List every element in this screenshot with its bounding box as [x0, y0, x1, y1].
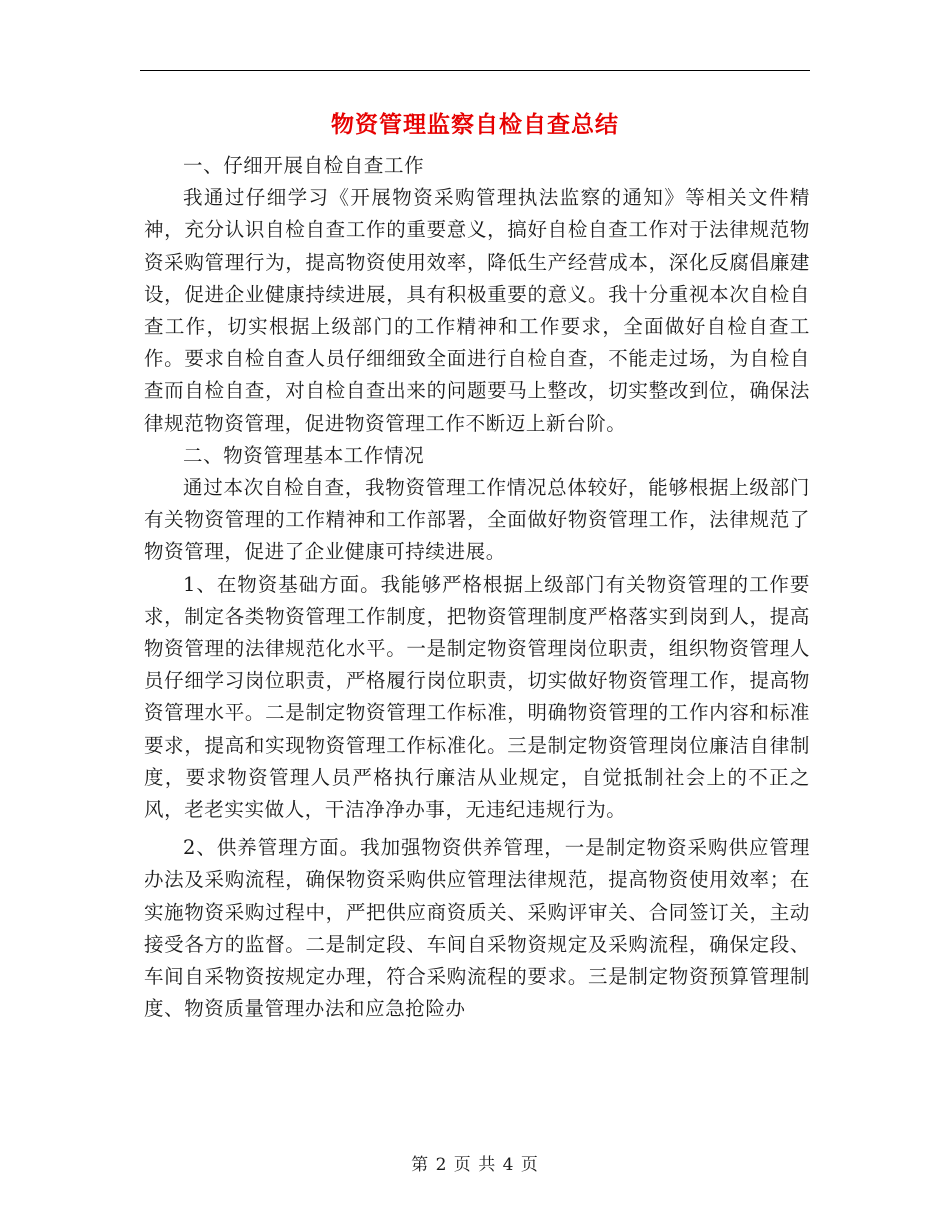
header-rule: [140, 70, 810, 71]
document-title: 物资管理监察自检自查总结: [331, 111, 619, 138]
document-body: [144, 150, 810, 1025]
paragraph-2: 通过本次自检自查，我物资管理工作情况总体较好，能够根据上级部门有关物资管理的工作精神和工作部署，全面做好物资管理工作，法律规范了物资管理，促进了企业健康可持续进展。: [144, 476, 810, 564]
section-heading-1: 一、仔细开展自检自查工作: [183, 154, 425, 177]
paragraph-4: 2、供养管理方面。我加强物资供养管理，一是制定物资采购供应管理办法及采购流程，确保物资采购供应管理法律规范，提高物资使用效率；在实施物资采购过程中，严把供应商资质关、采购评审关、合同签订关，主动接受各方的监督。二是制定段、车间自采物资规定及采购流程，确保定段、车间自采物资按规定办理，符合采购流程的要求。三是制定物资预算管理制度、物资质量管理办法和应急抢险办: [144, 836, 810, 1021]
paragraph-3: 1、在物资基础方面。我能够严格根据上级部门有关物资管理的工作要求，制定各类物资管理工作制度，把物资管理制度严格落实到岗到人，提高物资管理的法律规范化水平。一是制定物资管理岗位职责，组织物资管理人员仔细学习岗位职责，严格履行岗位职责，切实做好物资管理工作，提高物资管理水平。二是制定物资管理工作标准，明确物资管理的工作内容和标准要求，提高和实现物资管理工作标准化。三是制定物资管理岗位廉洁自律制度，要求物资管理人员严格执行廉洁从业规定，自觉抵制社会上的不正之风，老老实实做人，干洁净净办事，无违纪违规行为。: [144, 572, 810, 822]
section-heading-2: 二、物资管理基本工作情况: [183, 443, 425, 467]
page-footer: 第 2 页 共 4 页: [411, 1155, 539, 1175]
paragraph-1: 我通过仔细学习《开展物资采购管理执法监察的通知》等相关文件精神，充分认识自检自查工作的重要意义，搞好自检自查工作对于法律规范物资采购管理行为，提高物资使用效率，降低生产经营成本，深化反腐倡廉建设，促进企业健康持续进展，具有积极重要的意义。我十分重视本次自检自查工作，切实根据上级部门的工作精神和工作要求，全面做好自检自查工作。要求自检自查人员仔细细致全面进行自检自查，不能走过场，为自检自查而自检自查，对自检自查出来的问题要马上整改，切实整改到位，确保法律规范物资管理，促进物资管理工作不断迈上新台阶。: [144, 186, 810, 435]
